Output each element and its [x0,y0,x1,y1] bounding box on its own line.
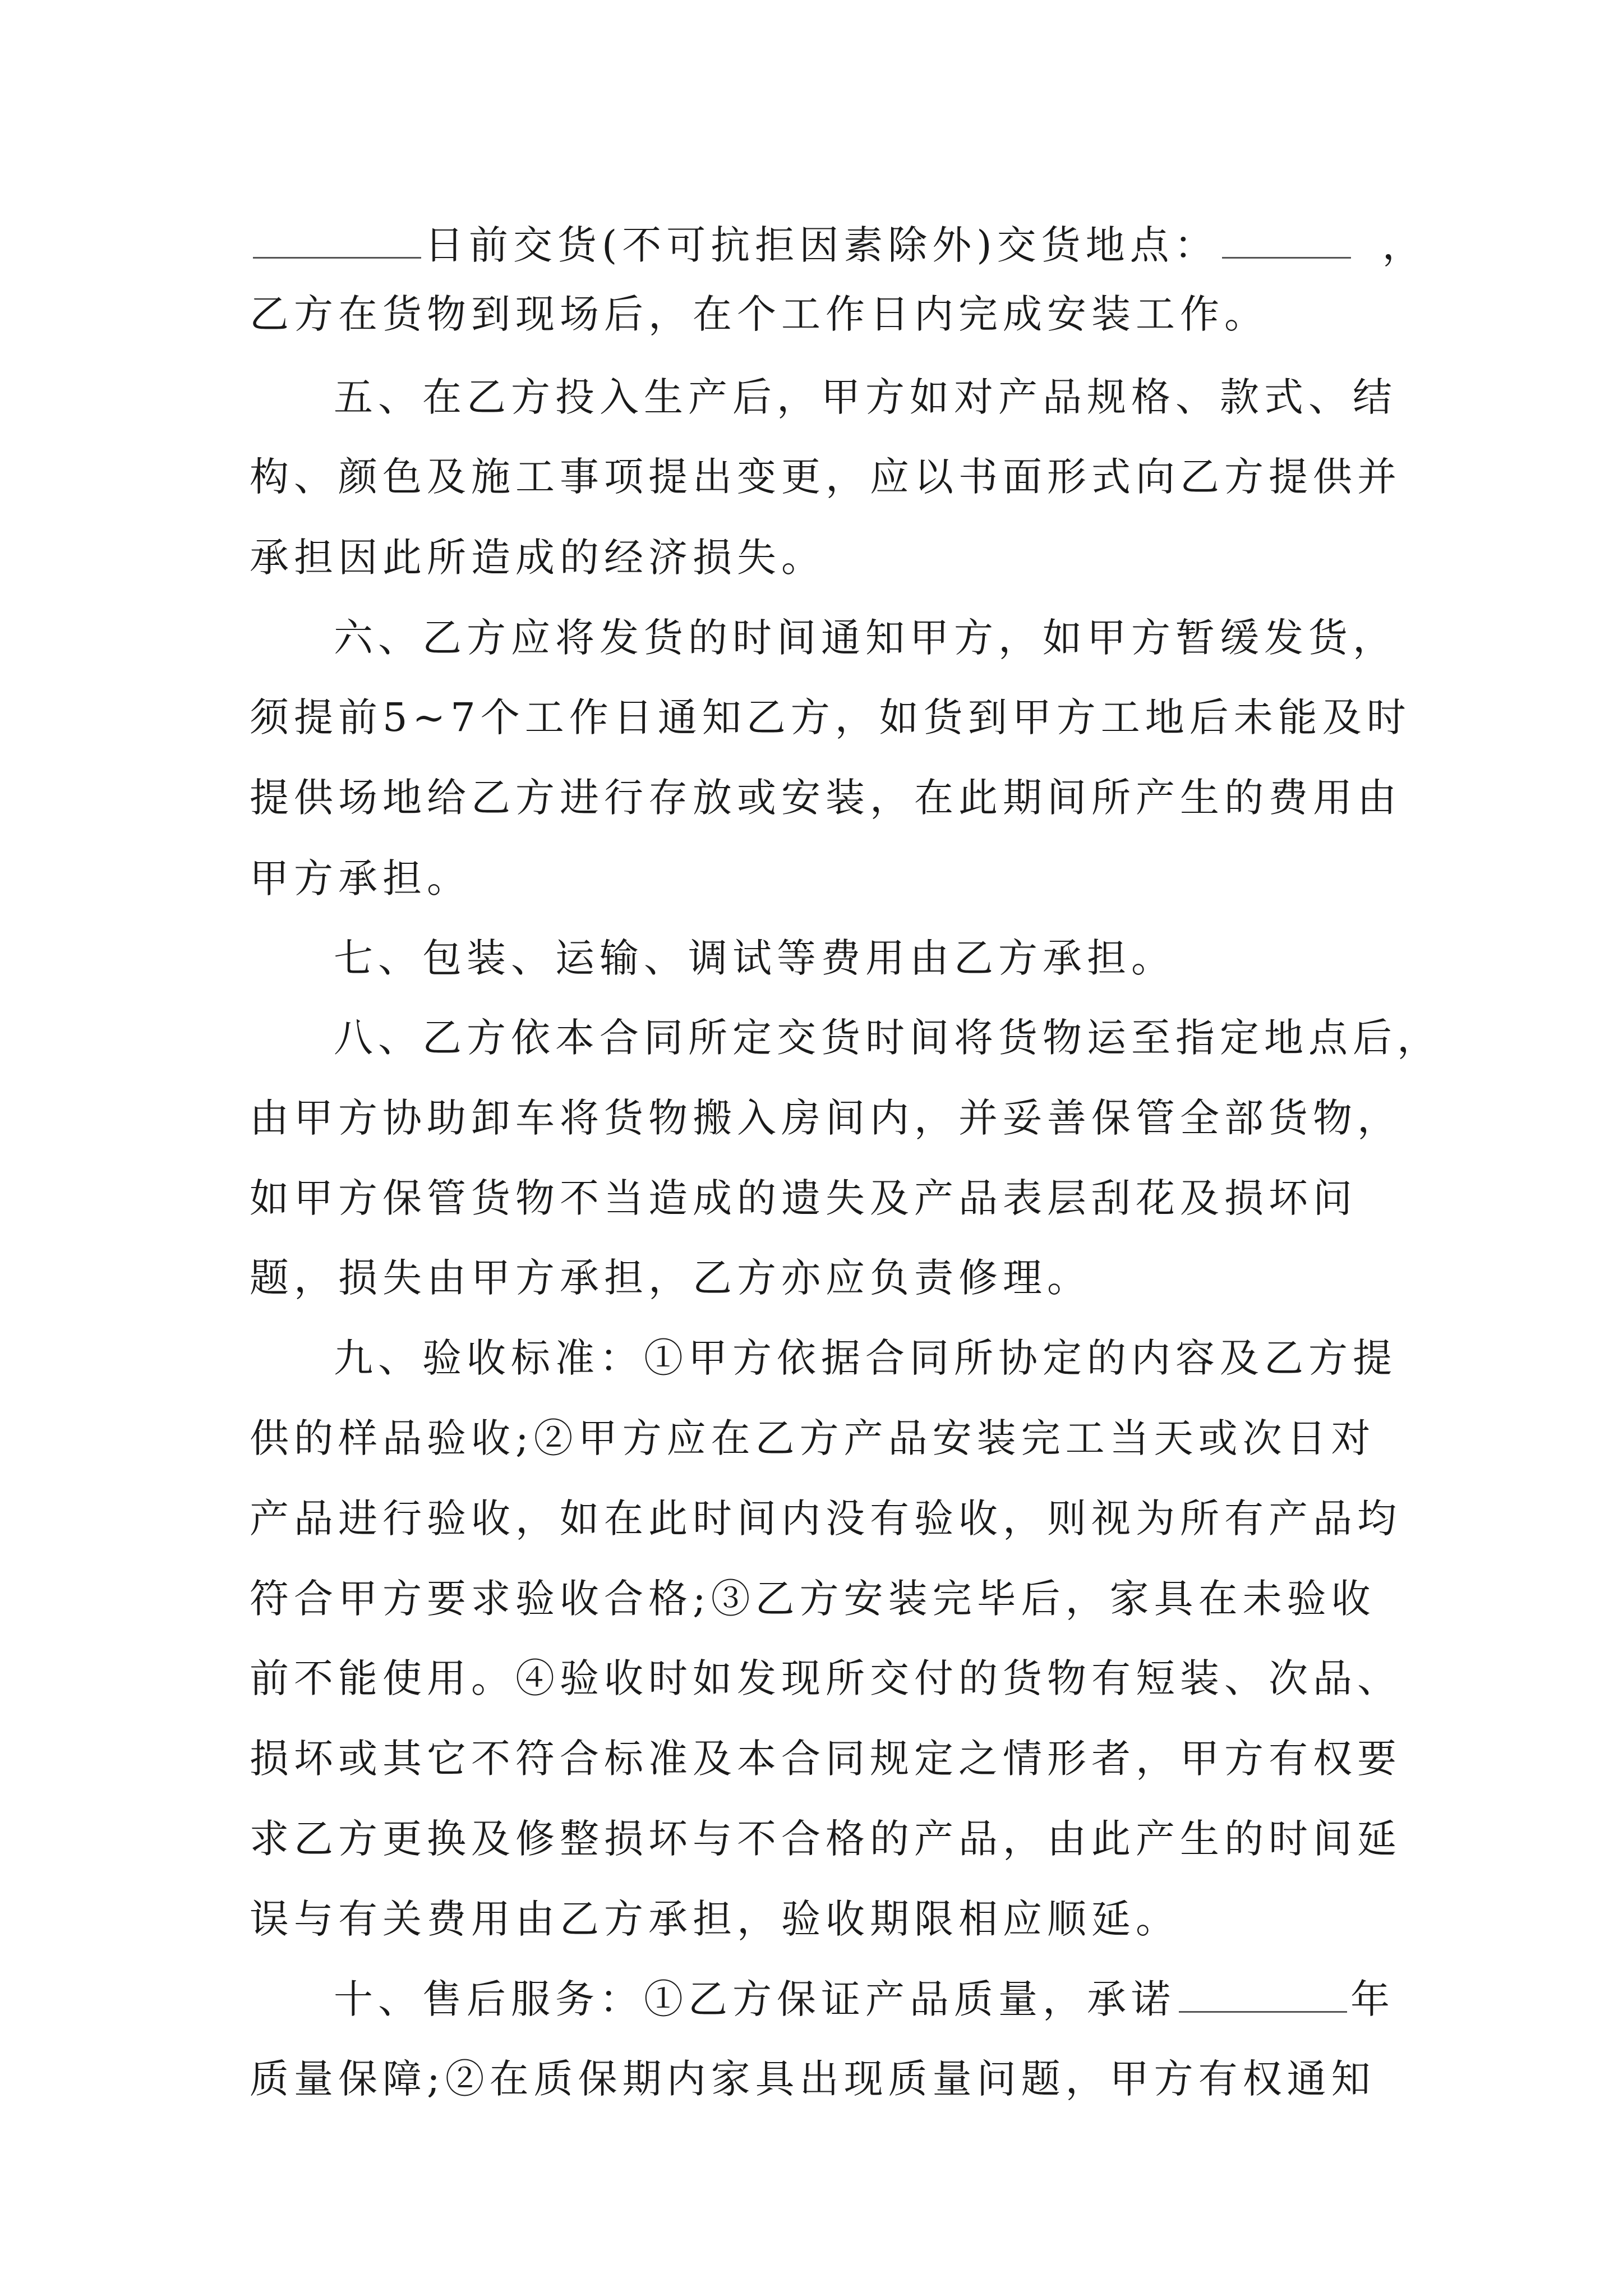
text-segment: 日前交货(不可抗拒因素除外)交货地点： [425,222,1219,268]
text-line: 由甲方协助卸车将货物搬入房间内，并妥善保管全部货物， [250,1095,1401,1141]
text-line: 如甲方保管货物不当造成的遗失及产品表层刮花及损坏问 [250,1175,1357,1221]
blank-field [1222,224,1351,259]
text-line: 求乙方更换及修整损坏与不合格的产品，由此产生的时间延 [250,1816,1401,1862]
text-line: 产品进行验收，如在此时间内没有验收，则视为所有产品均 [250,1496,1401,1542]
text-line: 损坏或其它不符合标准及本合同规定之情形者，甲方有权要 [250,1736,1401,1782]
paragraph-start-line: 五、在乙方投入生产后，甲方如对产品规格、款式、结 [334,374,1397,420]
text-line: 误与有关费用由乙方承担，验收期限相应顺延。 [250,1896,1180,1942]
text-line: 承担因此所造成的经济损失。 [250,535,826,581]
text-line: 题，损失由甲方承担，乙方亦应负责修理。 [250,1255,1091,1301]
text-line: 供的样品验收;②甲方应在乙方产品安装完工当天或次日对 [250,1415,1376,1461]
text-line: 提供场地给乙方进行存放或安装，在此期间所产生的费用由 [250,775,1401,821]
text-line: 构、颜色及施工事项提出变更，应以书面形式向乙方提供并 [250,454,1401,500]
text-line: 乙方在货物到现场后，在个工作日内完成安装工作。 [250,291,1269,337]
text-line: 符合甲方要求验收合格;③乙方安装完毕后，家具在未验收 [250,1576,1376,1622]
paragraph-start-line [250,1974,1394,2024]
paragraph-start-line: 六、乙方应将发货的时间通知甲方，如甲方暂缓发货， [334,615,1397,661]
paragraph-start-line: 八、乙方依本合同所定交货时间将货物运至指定地点后， [334,1015,1441,1061]
blank-field [1179,1978,1347,2013]
text-segment: 十、售后服务：①乙方保证产品质量，承诺 [334,1976,1175,2022]
text-segment: 年 [1350,1976,1395,2022]
text-line: 质量保障;②在质保期内家具出现质量问题，甲方有权通知 [250,2056,1376,2102]
paragraph-start-line: 九、验收标准：①甲方依据合同所协定的内容及乙方提 [334,1335,1397,1381]
text-line: 前不能使用。④验收时如发现所交付的货物有短装、次品、 [250,1655,1401,1701]
text-line [250,220,1427,270]
text-segment: ， [1382,222,1427,268]
text-line: 须提前5~7个工作日通知乙方，如货到甲方工地后未能及时 [250,694,1411,740]
text-line: 甲方承担。 [250,855,471,901]
blank-field [253,224,421,259]
paragraph-start-line: 七、包装、运输、调试等费用由乙方承担。 [334,935,1175,981]
